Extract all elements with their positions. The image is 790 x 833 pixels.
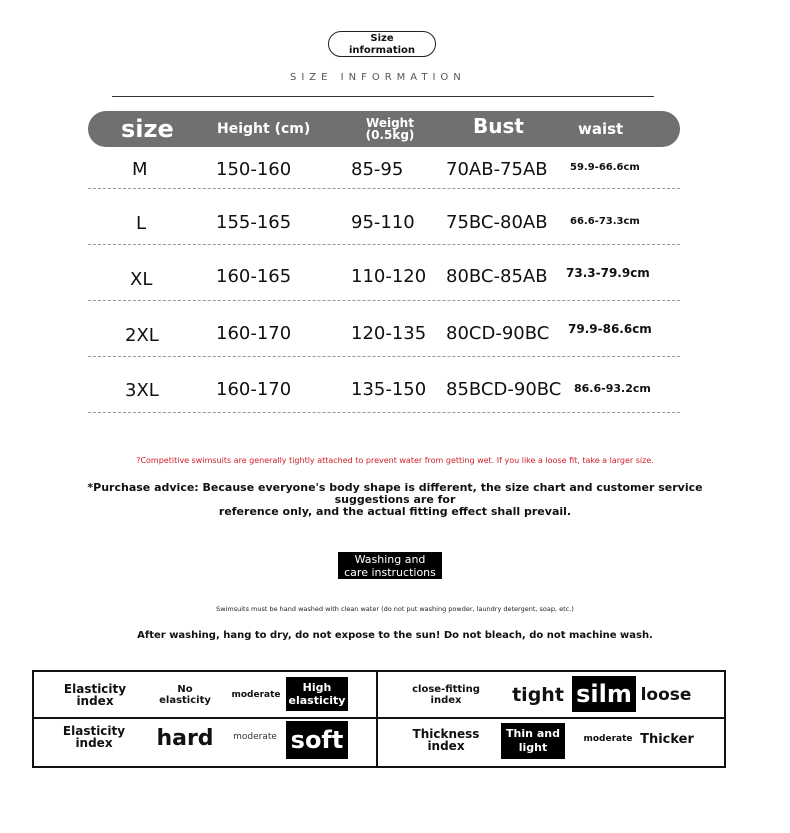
fit-label-line-1: close-fitting	[412, 684, 480, 695]
fit-label	[406, 681, 486, 709]
cell-size: 2XL	[125, 325, 159, 346]
elasticity-label-line-2: index	[76, 694, 114, 708]
elasticity-label-line-1: Elasticity	[63, 682, 127, 696]
col-size: size	[121, 115, 174, 143]
elasticity-option-none-line-2: elasticity	[159, 695, 211, 706]
col-weight-line-2: (0.5kg)	[365, 128, 415, 142]
cell-waist: 79.9-86.6cm	[568, 322, 652, 336]
cell-waist: 66.6-73.3cm	[570, 216, 640, 227]
cell-size: 3XL	[125, 380, 159, 401]
washing-instruction-1: Swimsuits must be hand washed with clean water (do not put washing powder, laundry detergent, soap, etc.)	[216, 605, 574, 613]
fit-warning-note: ?Competitive swimsuits are generally tightly attached to prevent water from getting wet. If you like a loose fit, take a larger size.	[136, 456, 654, 465]
index-table-vline	[376, 672, 378, 766]
thickness-option-thin-line-2: light	[518, 741, 548, 754]
cell-height: 160-170	[216, 323, 292, 344]
cell-height: 160-165	[216, 266, 292, 287]
title-badge	[328, 31, 436, 57]
cell-size: L	[136, 213, 147, 234]
col-bust: Bust	[473, 114, 524, 138]
hardness-option-hard: hard	[156, 725, 214, 751]
cell-height: 160-170	[216, 379, 292, 400]
cell-bust: 80BC-85AB	[446, 266, 548, 287]
thickness-option-thicker: Thicker	[640, 731, 694, 747]
elasticity-option-none-line-1: No	[177, 684, 193, 695]
table-row	[88, 245, 680, 301]
elasticity-option-high-line-1: High	[302, 681, 332, 694]
cell-waist: 86.6-93.2cm	[574, 382, 651, 395]
cell-weight: 95-110	[351, 212, 415, 233]
row-divider	[88, 412, 680, 413]
fit-option-slim-selected: silm	[572, 676, 636, 712]
cell-weight: 110-120	[351, 266, 427, 287]
cell-bust: 85BCD-90BC	[446, 379, 562, 400]
cell-bust: 75BC-80AB	[446, 212, 548, 233]
thickness-option-thin-selected	[501, 723, 565, 759]
elasticity-option-high-line-2: elasticity	[288, 694, 346, 707]
index-table	[32, 670, 726, 768]
washing-title-line-2: care instructions	[344, 566, 436, 579]
thickness-label-line-1: Thickness	[412, 727, 480, 741]
washing-instruction-2: After washing, hang to dry, do not expose to the sun! Do not bleach, do not machine wash.	[137, 630, 653, 641]
cell-waist: 73.3-79.9cm	[566, 266, 650, 280]
cell-size: M	[132, 159, 148, 180]
cell-weight: 85-95	[351, 159, 404, 180]
elasticity-option-none	[152, 682, 218, 708]
cell-height: 150-160	[216, 159, 292, 180]
purchase-advice	[60, 482, 730, 518]
thickness-option-thin-line-1: Thin and	[506, 727, 560, 740]
thickness-label	[406, 726, 486, 754]
fit-label-line-2: index	[430, 695, 462, 706]
hardness-option-moderate: moderate	[233, 732, 277, 742]
subtitle: SIZE INFORMATION	[290, 72, 466, 83]
washing-title-line-1: Washing and	[354, 553, 426, 566]
elasticity-label	[52, 680, 138, 710]
cell-height: 155-165	[216, 212, 292, 233]
fit-option-tight: tight	[512, 684, 564, 706]
table-row	[88, 357, 680, 413]
title-line-1: Size	[370, 32, 394, 44]
table-row	[88, 301, 680, 357]
elasticity-option-high-selected	[286, 677, 348, 711]
index-table-hline	[34, 717, 724, 719]
thickness-label-line-2: index	[427, 739, 465, 753]
hardness-label: Elasticity index	[62, 724, 126, 750]
cell-bust: 80CD-90BC	[446, 323, 550, 344]
table-row	[88, 189, 680, 245]
advice-line-1: *Purchase advice: Because everyone's body shape is different, the size chart and customer service suggestions are for	[87, 481, 703, 506]
cell-size: XL	[130, 269, 153, 290]
cell-bust: 70AB-75AB	[446, 159, 548, 180]
washing-title	[338, 552, 442, 579]
fit-option-loose: loose	[640, 685, 692, 705]
col-waist: waist	[578, 120, 624, 138]
title-line-2: information	[348, 44, 416, 56]
divider	[112, 96, 654, 97]
hardness-option-soft-selected: soft	[286, 721, 348, 759]
cell-waist: 59.9-66.6cm	[570, 162, 640, 173]
advice-line-2: reference only, and the actual fitting effect shall prevail.	[218, 505, 572, 518]
col-weight-line-1: Weight	[366, 116, 414, 130]
col-height: Height (cm)	[217, 121, 311, 137]
cell-weight: 135-150	[351, 379, 427, 400]
cell-weight: 120-135	[351, 323, 427, 344]
table-row	[88, 133, 680, 189]
elasticity-option-moderate: moderate	[231, 689, 281, 700]
thickness-option-moderate: moderate	[583, 733, 633, 744]
